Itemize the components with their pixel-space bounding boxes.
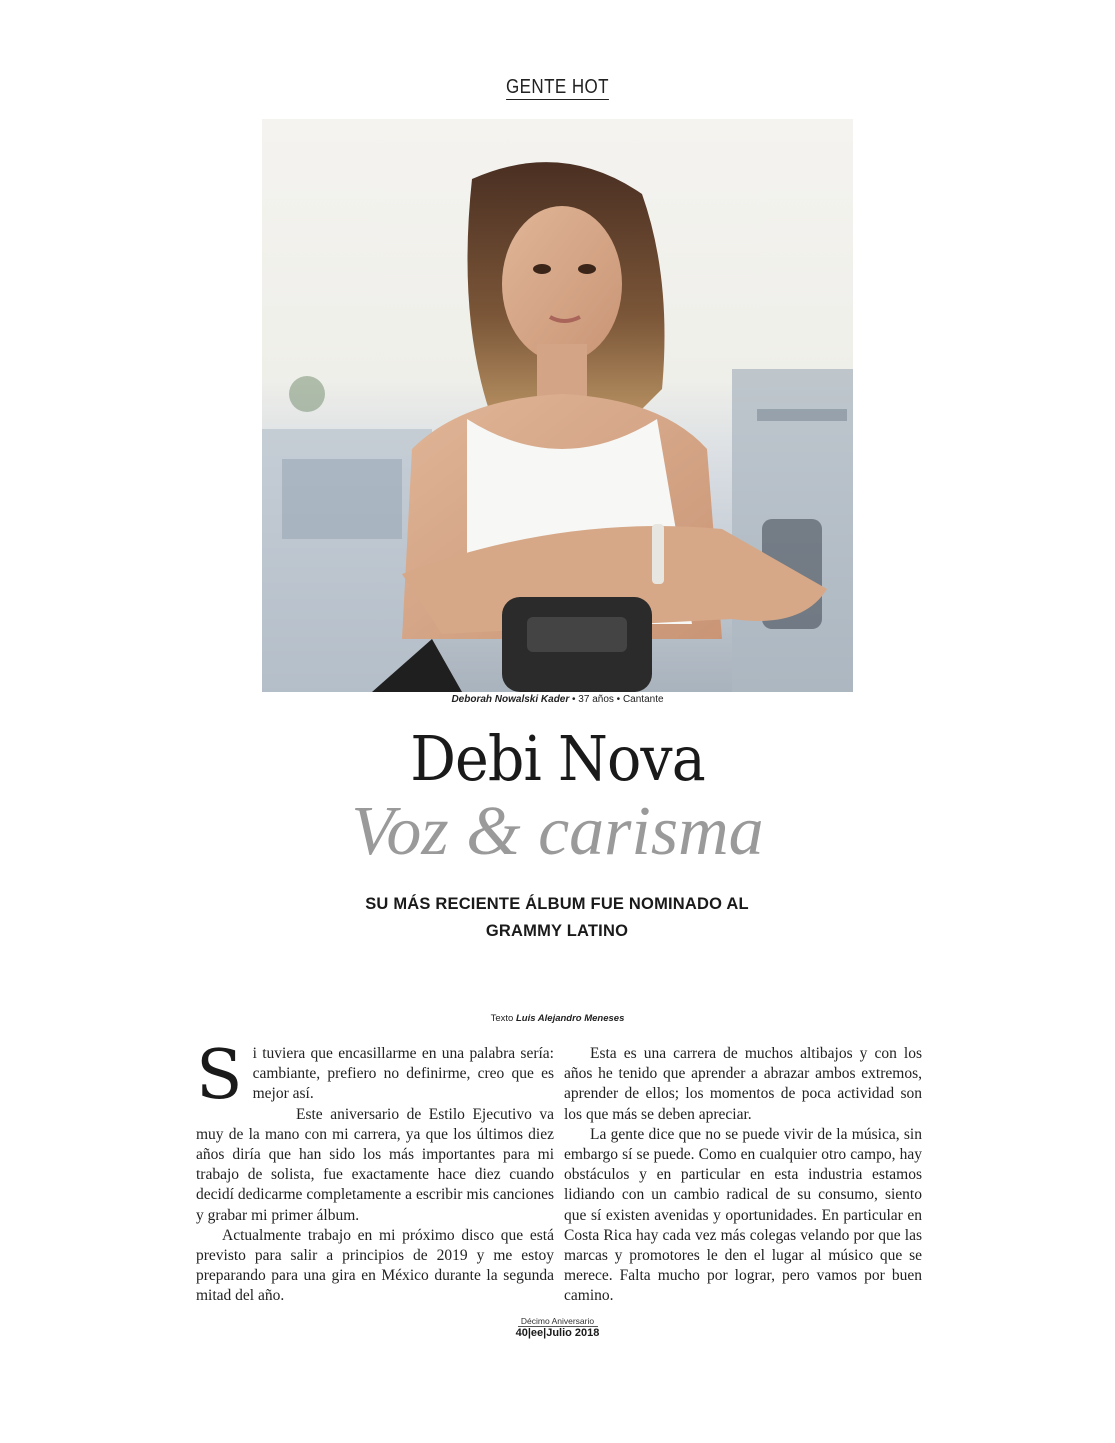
byline-author: Luis Alejandro Meneses (515, 1013, 625, 1024)
section-label-text: GENTE HOT (505, 76, 609, 98)
section-label (84, 76, 1032, 99)
photo-caption (0, 694, 1115, 705)
headline-subtitle: Voz & carisma (351, 793, 764, 870)
byline-label: Texto (490, 1013, 514, 1024)
body-column-left (196, 1036, 554, 1307)
folio-page: 40|ee|Julio 2018 (515, 1327, 600, 1339)
byline (0, 1013, 1115, 1024)
portrait-photo (262, 119, 853, 692)
body-paragraph (196, 1036, 554, 1115)
body-paragraph-text: i tuviera que encasillarme en una palabra sería: cambiante, prefiero no definirme, creo que es mejor así. (252, 1045, 554, 1103)
body-paragraph: Actualmente trabajo en mi próximo disco que está previsto para salir a principios de 2019 y me estoy preparando para una gira en México durante la segunda mitad del año. (196, 1226, 554, 1305)
drop-cap: S (196, 1036, 243, 1115)
body-paragraph: Esta es una carrera de muchos altibajos y con los años he tenido que aprender a abrazar ambos extremos, aprender de ellos; los momentos de poca actividad son los que más se deben apreciar. (564, 1045, 922, 1123)
caption-details: • 37 años • Cantante (572, 694, 664, 705)
headline-deck: SU MÁS RECIENTE ÁLBUM FUE NOMINADO AL GRAMMY LATINO (365, 895, 749, 940)
body-paragraph: Este aniversario de Estilo Ejecutivo va muy de la mano con mi carrera, ya que los últimos diez años diría que han sido los más importantes para mi trabajo de solista, fue exactamente hace diez cuando decidí dedicarme completamente a escribir mis canciones y grabar mi primer álbum. (196, 1105, 554, 1224)
body-paragraph: La gente dice que no se puede vivir de la música, sin embargo sí se puede. Como en cualquier otro campo, hay obstáculos y en particular en esta industria estamos lidiando con un cambio radical de su consumo, siento que sí existen avenidas y oportunidades. En particular en Costa Rica hay cada vez más colegas velando por que las marcas y promotores le den el lugar al músico que se merece. Falta mucho por lograr, pero vamos por buen camino. (564, 1125, 922, 1305)
body-column-right (564, 1044, 922, 1307)
folio-edition: Décimo Aniversario (520, 1316, 595, 1326)
headline-title: Debi Nova (410, 722, 705, 795)
caption-name: Deborah Nowalski Kader (451, 694, 570, 705)
portrait-illustration (262, 119, 853, 692)
